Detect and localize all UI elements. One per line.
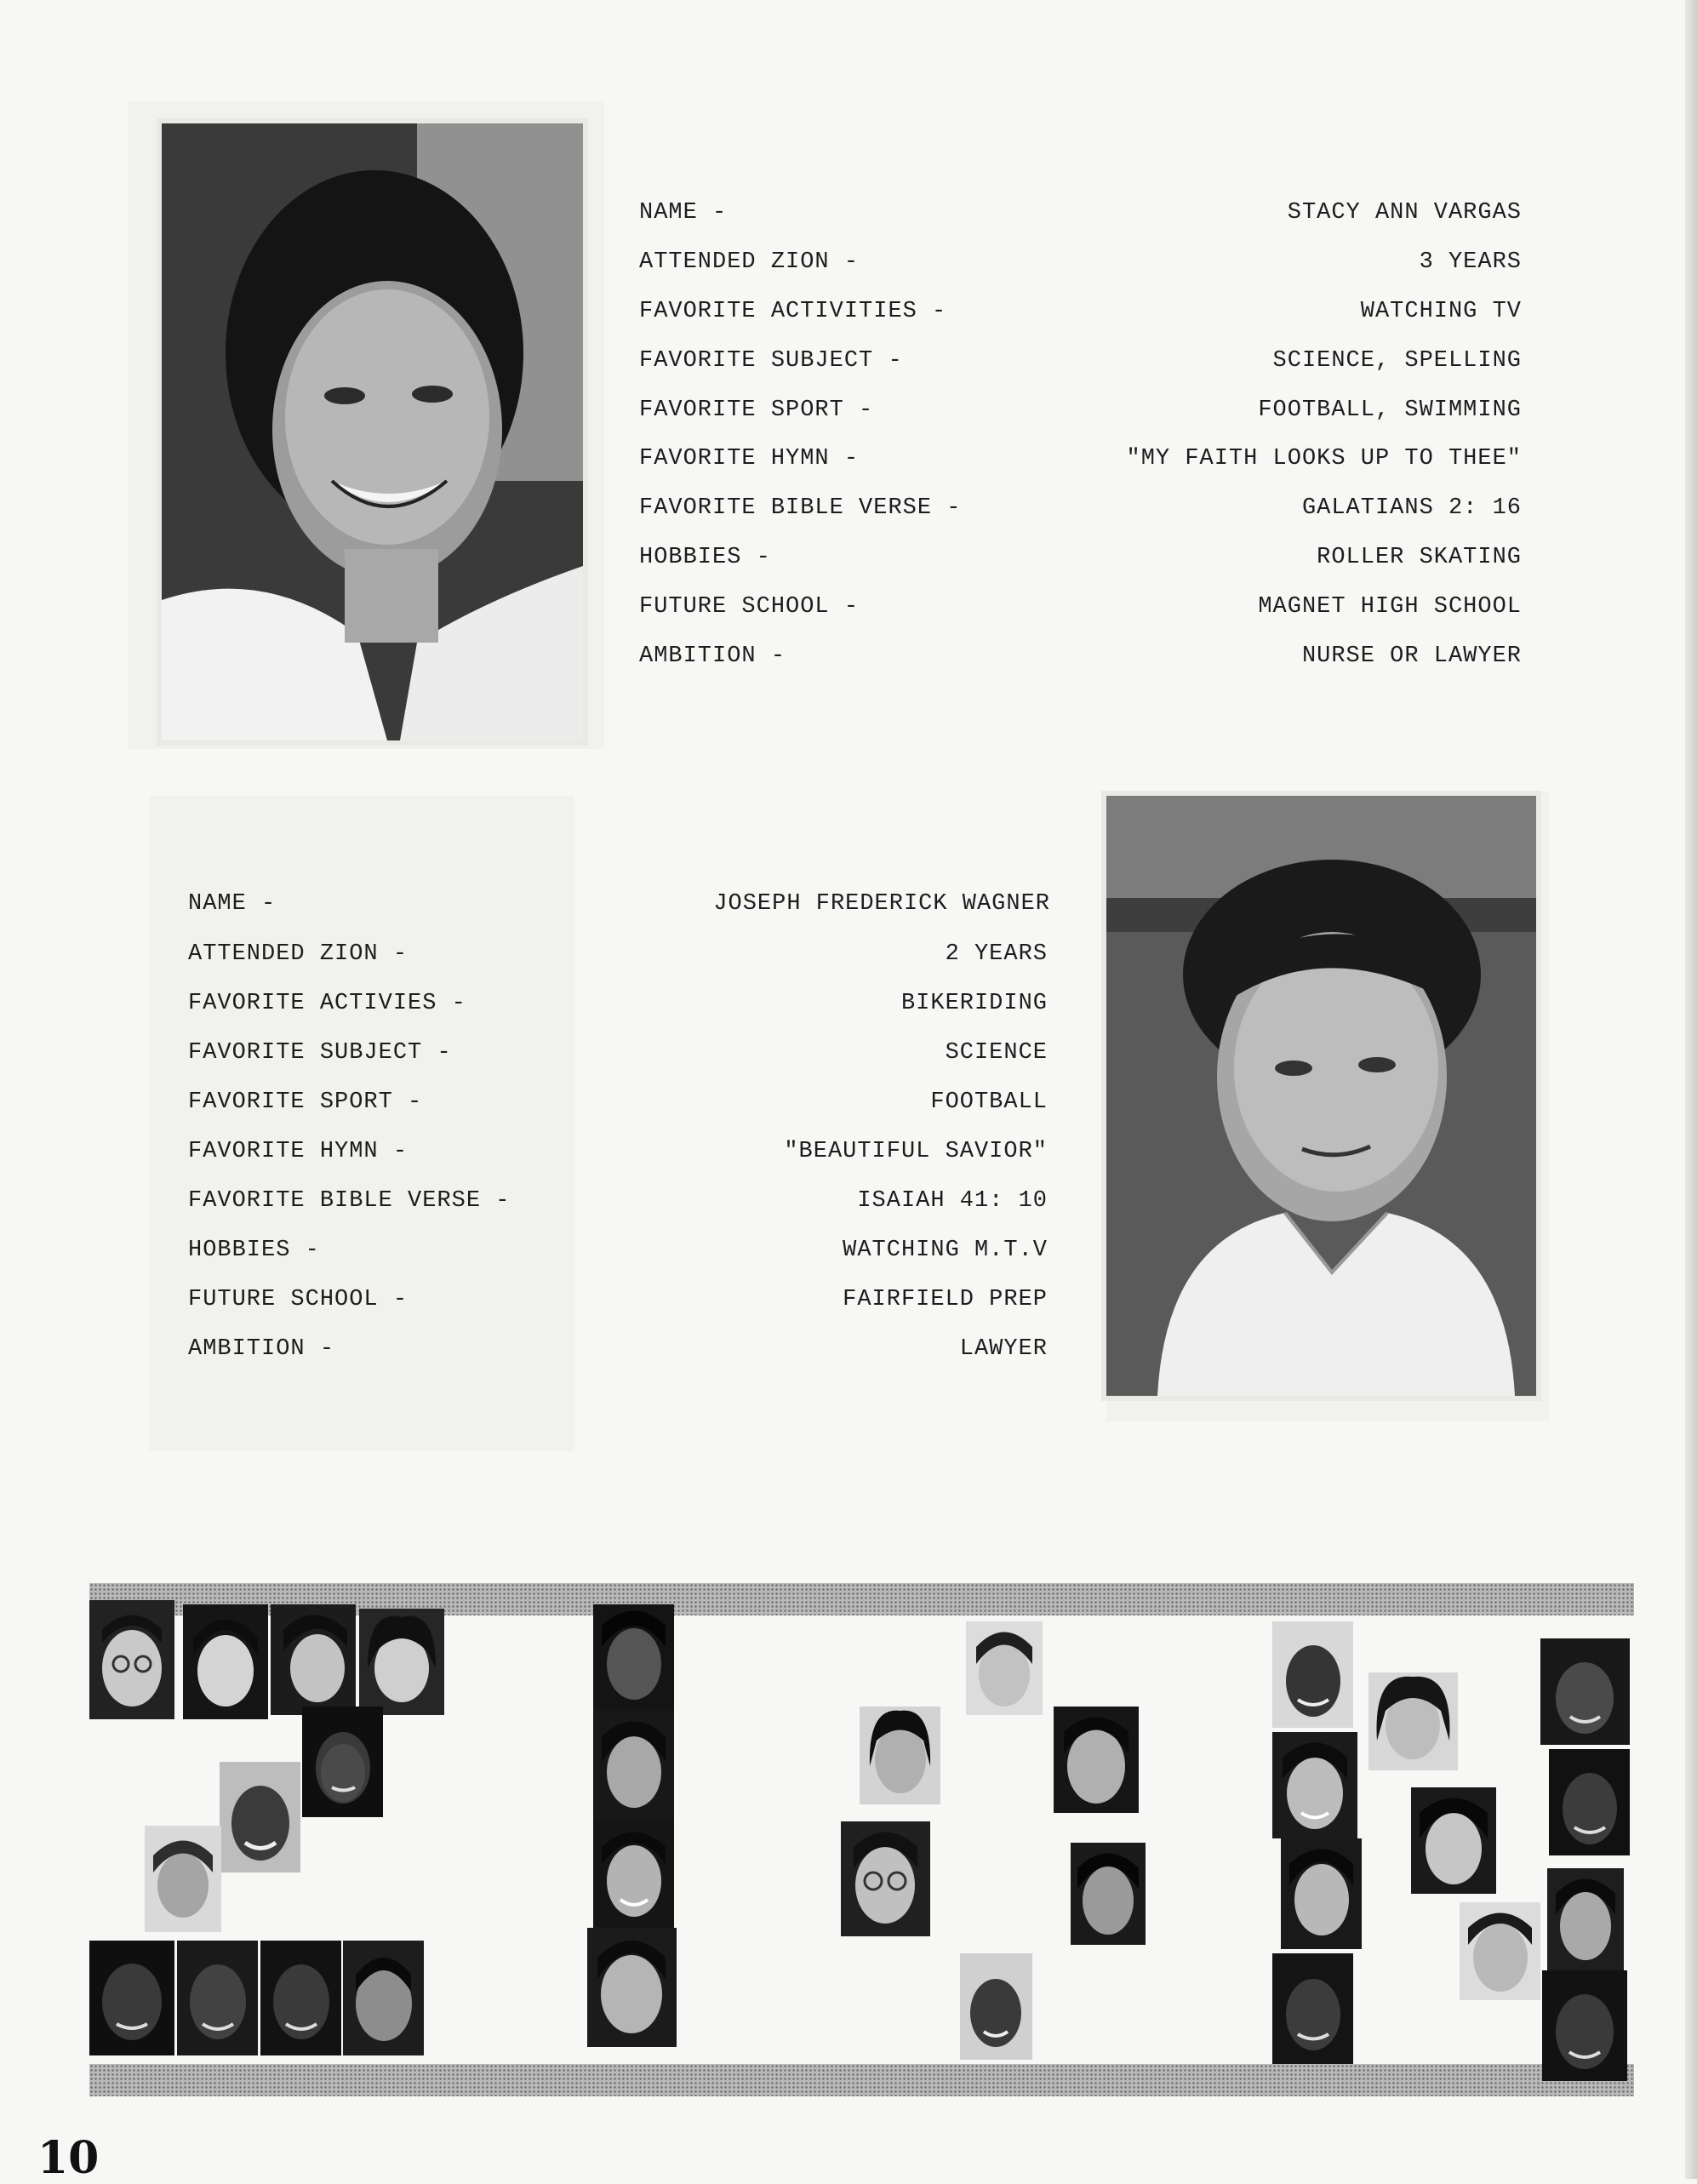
field-value: GALATIANS 2: 16 <box>1301 495 1522 521</box>
field-value: MAGNET HIGH SCHOOL <box>1258 594 1522 620</box>
field-label: NAME - <box>639 200 728 226</box>
classmate-photo <box>145 1826 221 1932</box>
field-value: LAWYER <box>959 1336 1048 1362</box>
field-row <box>188 1227 1048 1273</box>
portrait-photo-joseph <box>1106 796 1536 1396</box>
classmate-photo <box>1272 1953 1353 2064</box>
classmate-photo <box>260 1941 341 2055</box>
classmate-photo <box>1540 1638 1630 1745</box>
field-row <box>639 289 1522 334</box>
classmate-photo <box>593 1711 674 1821</box>
field-row <box>188 1129 1048 1175</box>
classmate-photo <box>302 1707 383 1817</box>
field-row <box>639 190 1522 236</box>
classmate-photo <box>1272 1732 1357 1838</box>
field-label: FAVORITE HYMN - <box>639 446 860 472</box>
field-value: ROLLER SKATING <box>1317 545 1522 570</box>
halftone-band-bottom <box>89 2064 1634 2096</box>
classmate-photo <box>343 1941 424 2055</box>
field-label: FUTURE SCHOOL - <box>188 1287 409 1312</box>
field-label: ATTENDED ZION - <box>639 249 860 275</box>
profile-joseph <box>188 881 1050 1362</box>
classmate-photo <box>177 1941 258 2055</box>
field-label: NAME - <box>188 891 277 917</box>
classmate-photo <box>1071 1843 1146 1945</box>
field-label: FAVORITE SUBJECT - <box>639 348 903 374</box>
page-edge <box>1685 0 1697 2179</box>
classmate-photo <box>1460 1902 1540 2000</box>
field-label: FAVORITE HYMN - <box>188 1139 409 1164</box>
classmate-photo <box>271 1604 356 1715</box>
field-value: "BEAUTIFUL SAVIOR" <box>784 1139 1048 1164</box>
classmate-photo <box>966 1621 1043 1715</box>
field-label: AMBITION - <box>188 1336 335 1362</box>
classmate-photo <box>841 1821 930 1936</box>
field-row <box>639 239 1522 285</box>
classmate-photo <box>89 1941 174 2055</box>
classmate-photo <box>1411 1787 1496 1894</box>
field-row <box>188 1079 1048 1125</box>
field-row <box>188 1326 1048 1372</box>
classmate-photo <box>593 1821 674 1928</box>
classmate-photo <box>1368 1672 1458 1770</box>
field-label: FAVORITE ACTIVITIES - <box>639 299 947 324</box>
classmate-photo <box>1272 1621 1353 1728</box>
field-value: SCIENCE <box>945 1040 1048 1066</box>
classmate-photo <box>860 1707 940 1804</box>
field-label: FAVORITE BIBLE VERSE - <box>639 495 962 521</box>
field-row <box>188 1178 1048 1224</box>
classmate-photo <box>183 1604 268 1719</box>
field-value: STACY ANN VARGAS <box>1287 200 1522 226</box>
classmate-photo <box>220 1762 300 1872</box>
field-label: FUTURE SCHOOL - <box>639 594 860 620</box>
field-label: ATTENDED ZION - <box>188 941 409 967</box>
classmate-photo <box>587 1928 677 2047</box>
field-row <box>639 485 1522 531</box>
field-value: WATCHING TV <box>1360 299 1522 324</box>
portrait-photo-stacy <box>162 123 583 740</box>
field-value: JOSEPH FREDERICK WAGNER <box>713 891 1050 917</box>
field-value: FAIRFIELD PREP <box>843 1287 1048 1312</box>
field-value: 3 YEARS <box>1419 249 1522 275</box>
classmate-photo <box>1542 1970 1627 2081</box>
classmate-photo <box>89 1600 174 1719</box>
classmate-photo <box>359 1609 444 1715</box>
field-label: FAVORITE BIBLE VERSE - <box>188 1188 511 1214</box>
field-row <box>639 633 1522 679</box>
field-row <box>188 1277 1048 1323</box>
field-label: AMBITION - <box>639 643 786 669</box>
field-value: 2 YEARS <box>945 941 1048 967</box>
profile-stacy <box>639 190 1522 669</box>
field-row <box>639 387 1522 433</box>
field-row <box>639 436 1522 482</box>
field-label: FAVORITE SPORT - <box>188 1089 423 1115</box>
field-value: ISAIAH 41: 10 <box>857 1188 1048 1214</box>
field-row <box>188 1030 1048 1076</box>
field-value: NURSE OR LAWYER <box>1301 643 1522 669</box>
field-row <box>639 584 1522 630</box>
classmate-photo <box>1281 1838 1362 1949</box>
field-row <box>188 931 1048 977</box>
page-number: 10 <box>37 2132 100 2184</box>
field-label: FAVORITE ACTIVIES - <box>188 991 466 1016</box>
field-value: "MY FAITH LOOKS UP TO THEE" <box>1126 446 1522 472</box>
field-label: HOBBIES - <box>188 1238 320 1263</box>
field-row <box>188 981 1048 1026</box>
classmate-photo <box>1549 1749 1630 1855</box>
field-label: FAVORITE SPORT - <box>639 397 874 423</box>
classmate-photo <box>1547 1868 1624 1970</box>
classmate-photo <box>960 1953 1032 2060</box>
field-label: FAVORITE SUBJECT - <box>188 1040 452 1066</box>
field-value: BIKERIDING <box>900 991 1048 1016</box>
field-label: HOBBIES - <box>639 545 771 570</box>
field-row <box>639 535 1522 580</box>
classmate-photo <box>593 1604 674 1711</box>
field-row <box>639 338 1522 384</box>
field-row <box>188 881 1048 927</box>
field-value: SCIENCE, SPELLING <box>1272 348 1522 374</box>
field-value: FOOTBALL, SWIMMING <box>1258 397 1522 423</box>
field-value: WATCHING M.T.V <box>843 1238 1048 1263</box>
classmate-photo <box>1054 1707 1139 1813</box>
field-value: FOOTBALL <box>930 1089 1048 1115</box>
